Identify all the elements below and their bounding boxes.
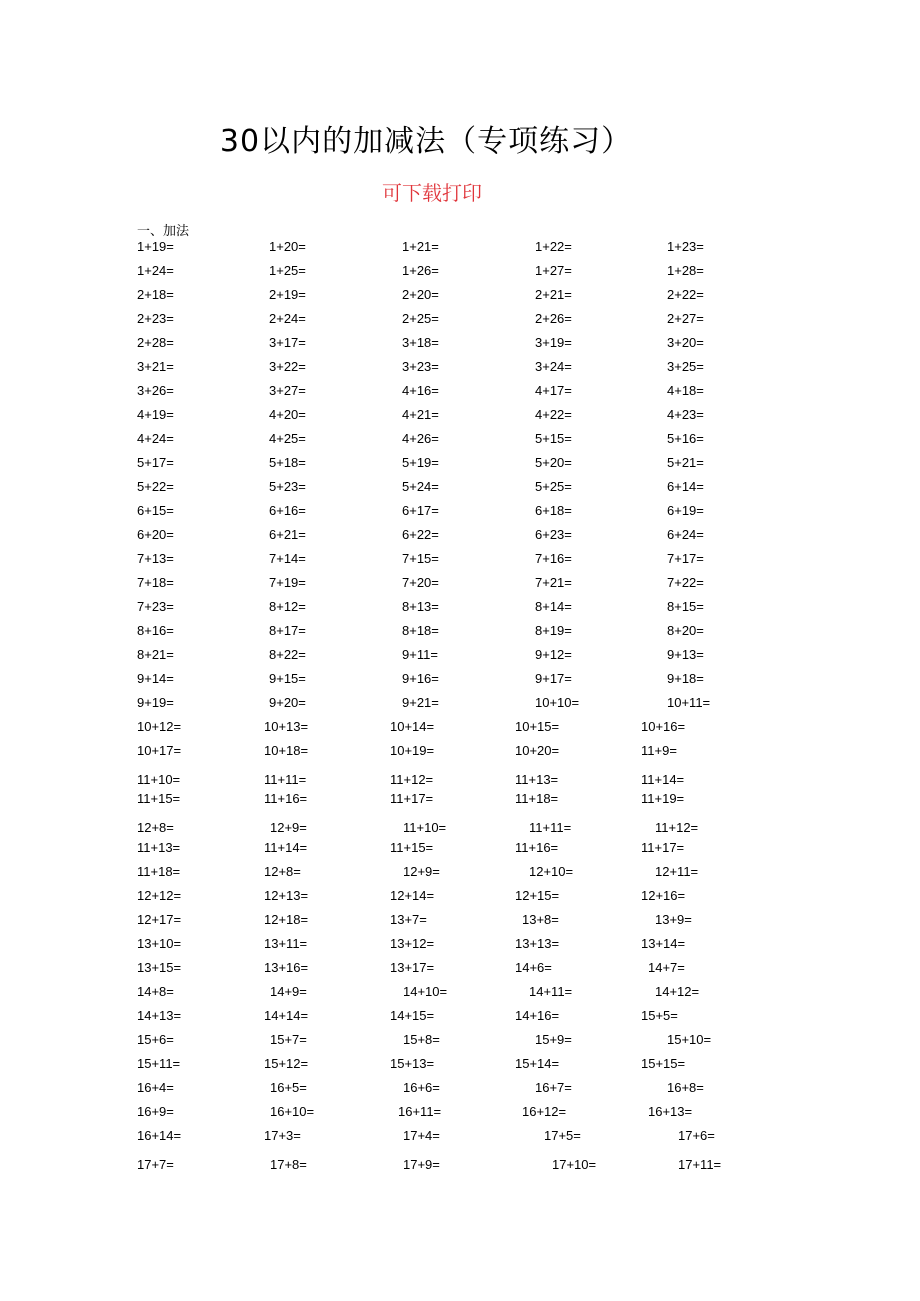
addition-problem: 7+23= xyxy=(137,599,174,614)
addition-problem: 11+17= xyxy=(641,840,685,855)
addition-problem: 8+21= xyxy=(137,647,174,662)
addition-problem: 4+20= xyxy=(269,407,306,422)
addition-problem: 16+14= xyxy=(137,1128,182,1143)
addition-problem: 11+11= xyxy=(264,772,307,787)
addition-problem: 10+14= xyxy=(390,719,435,734)
addition-problem: 11+14= xyxy=(641,772,685,787)
addition-problem: 12+15= xyxy=(515,888,560,903)
addition-problem: 13+8= xyxy=(522,912,559,927)
addition-problem: 9+15= xyxy=(269,671,306,686)
addition-problem: 17+5= xyxy=(544,1128,581,1143)
addition-problem: 9+20= xyxy=(269,695,306,710)
addition-problem: 4+22= xyxy=(535,407,572,422)
addition-problem: 12+8= xyxy=(264,864,301,879)
addition-problem: 6+22= xyxy=(402,527,439,542)
addition-problem: 5+22= xyxy=(137,479,174,494)
addition-problem: 1+20= xyxy=(269,239,306,254)
addition-problem: 13+13= xyxy=(515,936,560,951)
addition-problem: 15+10= xyxy=(667,1032,712,1047)
addition-problem: 2+19= xyxy=(269,287,306,302)
page-title: 30以内的加减法（专项练习） xyxy=(219,124,633,159)
addition-problem: 5+15= xyxy=(535,431,572,446)
addition-problem: 1+28= xyxy=(667,263,704,278)
addition-problem: 12+9= xyxy=(403,864,440,879)
addition-problem: 11+16= xyxy=(515,840,559,855)
addition-problem: 6+18= xyxy=(535,503,572,518)
addition-problem: 7+22= xyxy=(667,575,704,590)
addition-problem: 14+12= xyxy=(655,984,700,999)
addition-problem: 17+7= xyxy=(137,1157,174,1172)
addition-problem: 6+24= xyxy=(667,527,704,542)
addition-problem: 14+8= xyxy=(137,984,174,999)
addition-problem: 5+25= xyxy=(535,479,572,494)
addition-problem: 12+14= xyxy=(390,888,435,903)
addition-problem: 15+9= xyxy=(535,1032,572,1047)
addition-problem: 7+15= xyxy=(402,551,439,566)
addition-problem: 10+20= xyxy=(515,743,560,758)
addition-problem: 9+19= xyxy=(137,695,174,710)
addition-problem: 1+22= xyxy=(535,239,572,254)
addition-problem: 1+25= xyxy=(269,263,306,278)
addition-problem: 2+18= xyxy=(137,287,174,302)
addition-problem: 12+9= xyxy=(270,820,307,835)
addition-problem: 13+9= xyxy=(655,912,692,927)
addition-problem: 7+16= xyxy=(535,551,572,566)
addition-problem: 15+7= xyxy=(270,1032,307,1047)
addition-problem: 15+8= xyxy=(403,1032,440,1047)
addition-problem: 4+19= xyxy=(137,407,174,422)
addition-problem: 15+5= xyxy=(641,1008,678,1023)
addition-problem: 1+19= xyxy=(137,239,174,254)
addition-problem: 10+17= xyxy=(137,743,182,758)
addition-problem: 8+15= xyxy=(667,599,704,614)
addition-problem: 14+7= xyxy=(648,960,685,975)
addition-problem: 11+19= xyxy=(641,791,685,806)
addition-problem: 16+7= xyxy=(535,1080,572,1095)
addition-problem: 5+19= xyxy=(402,455,439,470)
addition-problem: 1+27= xyxy=(535,263,572,278)
addition-problem: 7+17= xyxy=(667,551,704,566)
addition-problem: 15+13= xyxy=(390,1056,435,1071)
addition-problem: 7+14= xyxy=(269,551,306,566)
addition-problem: 1+21= xyxy=(402,239,439,254)
addition-problem: 7+19= xyxy=(269,575,306,590)
addition-problem: 9+17= xyxy=(535,671,572,686)
addition-problem: 8+18= xyxy=(402,623,439,638)
addition-problem: 5+21= xyxy=(667,455,704,470)
addition-problem: 2+27= xyxy=(667,311,704,326)
addition-problem: 15+12= xyxy=(264,1056,309,1071)
addition-problem: 7+21= xyxy=(535,575,572,590)
addition-problem: 9+16= xyxy=(402,671,439,686)
addition-problem: 11+13= xyxy=(515,772,559,787)
addition-problem: 14+10= xyxy=(403,984,448,999)
addition-problem: 11+17= xyxy=(390,791,434,806)
addition-problem: 8+19= xyxy=(535,623,572,638)
addition-problem: 1+23= xyxy=(667,239,704,254)
addition-problem: 12+11= xyxy=(655,864,699,879)
addition-problem: 13+15= xyxy=(137,960,182,975)
addition-problem: 9+12= xyxy=(535,647,572,662)
addition-problem: 3+24= xyxy=(535,359,572,374)
addition-problem: 2+28= xyxy=(137,335,174,350)
addition-problem: 16+8= xyxy=(667,1080,704,1095)
addition-problem: 15+15= xyxy=(641,1056,686,1071)
addition-problem: 3+18= xyxy=(402,335,439,350)
addition-problem: 6+15= xyxy=(137,503,174,518)
addition-problem: 3+20= xyxy=(667,335,704,350)
addition-problem: 5+18= xyxy=(269,455,306,470)
addition-problem: 2+24= xyxy=(269,311,306,326)
addition-problem: 3+25= xyxy=(667,359,704,374)
addition-problem: 11+12= xyxy=(655,820,699,835)
addition-problem: 8+17= xyxy=(269,623,306,638)
addition-problem: 4+26= xyxy=(402,431,439,446)
addition-problem: 6+14= xyxy=(667,479,704,494)
addition-problem: 8+20= xyxy=(667,623,704,638)
addition-problem: 11+12= xyxy=(390,772,434,787)
addition-problem: 11+18= xyxy=(515,791,559,806)
addition-problem: 10+15= xyxy=(515,719,560,734)
addition-problem: 16+12= xyxy=(522,1104,567,1119)
addition-problem: 5+20= xyxy=(535,455,572,470)
addition-problem: 3+27= xyxy=(269,383,306,398)
addition-problem: 14+13= xyxy=(137,1008,182,1023)
addition-problem: 3+26= xyxy=(137,383,174,398)
addition-problem: 10+10= xyxy=(535,695,580,710)
addition-problem: 15+11= xyxy=(137,1056,181,1071)
addition-problem: 13+10= xyxy=(137,936,182,951)
addition-problem: 16+13= xyxy=(648,1104,693,1119)
addition-problem: 6+21= xyxy=(269,527,306,542)
addition-problem: 5+24= xyxy=(402,479,439,494)
addition-problem: 5+23= xyxy=(269,479,306,494)
addition-problem: 3+21= xyxy=(137,359,174,374)
addition-problem: 16+9= xyxy=(137,1104,174,1119)
addition-problem: 16+11= xyxy=(398,1104,442,1119)
addition-problem: 17+3= xyxy=(264,1128,301,1143)
addition-problem: 12+13= xyxy=(264,888,309,903)
addition-problem: 6+20= xyxy=(137,527,174,542)
addition-problem: 6+23= xyxy=(535,527,572,542)
addition-problem: 2+26= xyxy=(535,311,572,326)
addition-problem: 16+10= xyxy=(270,1104,315,1119)
addition-problem: 10+19= xyxy=(390,743,435,758)
addition-problem: 12+8= xyxy=(137,820,174,835)
addition-problem: 14+16= xyxy=(515,1008,560,1023)
addition-problem: 10+12= xyxy=(137,719,182,734)
addition-problem: 17+9= xyxy=(403,1157,440,1172)
addition-problem: 12+12= xyxy=(137,888,182,903)
addition-problem: 10+18= xyxy=(264,743,309,758)
addition-problem: 6+19= xyxy=(667,503,704,518)
addition-problem: 6+16= xyxy=(269,503,306,518)
download-print-note: 可下载打印 xyxy=(382,181,482,205)
addition-problem: 11+10= xyxy=(137,772,181,787)
addition-problem: 11+10= xyxy=(403,820,447,835)
addition-problem: 1+26= xyxy=(402,263,439,278)
addition-problem: 17+4= xyxy=(403,1128,440,1143)
addition-problem: 5+16= xyxy=(667,431,704,446)
addition-problem: 11+14= xyxy=(264,840,308,855)
addition-problem: 13+14= xyxy=(641,936,686,951)
addition-problem: 2+20= xyxy=(402,287,439,302)
addition-problem: 13+11= xyxy=(264,936,308,951)
addition-problem: 10+16= xyxy=(641,719,686,734)
addition-problem: 9+13= xyxy=(667,647,704,662)
addition-problem: 4+16= xyxy=(402,383,439,398)
addition-problem: 4+23= xyxy=(667,407,704,422)
addition-problem: 1+24= xyxy=(137,263,174,278)
addition-problem: 2+23= xyxy=(137,311,174,326)
addition-problem: 14+15= xyxy=(390,1008,435,1023)
addition-problem: 11+11= xyxy=(529,820,572,835)
addition-problem: 3+17= xyxy=(269,335,306,350)
addition-problem: 11+15= xyxy=(137,791,181,806)
addition-problem: 8+16= xyxy=(137,623,174,638)
addition-problem: 5+17= xyxy=(137,455,174,470)
addition-problem: 11+15= xyxy=(390,840,434,855)
addition-problem: 12+16= xyxy=(641,888,686,903)
addition-problem: 11+18= xyxy=(137,864,181,879)
addition-problem: 2+21= xyxy=(535,287,572,302)
addition-problem: 14+6= xyxy=(515,960,552,975)
addition-problem: 3+23= xyxy=(402,359,439,374)
addition-problem: 14+14= xyxy=(264,1008,309,1023)
addition-problem: 15+6= xyxy=(137,1032,174,1047)
addition-problem: 2+25= xyxy=(402,311,439,326)
addition-problem: 2+22= xyxy=(667,287,704,302)
addition-problem: 13+7= xyxy=(390,912,427,927)
addition-problem: 16+5= xyxy=(270,1080,307,1095)
addition-problem: 11+16= xyxy=(264,791,308,806)
addition-problem: 16+6= xyxy=(403,1080,440,1095)
addition-problem: 17+11= xyxy=(678,1157,722,1172)
addition-problem: 15+14= xyxy=(515,1056,560,1071)
addition-problem: 4+21= xyxy=(402,407,439,422)
section-heading-addition: 一、加法 xyxy=(137,224,190,239)
addition-problem: 13+16= xyxy=(264,960,309,975)
addition-problem: 13+12= xyxy=(390,936,435,951)
addition-problem: 4+25= xyxy=(269,431,306,446)
addition-problem: 8+22= xyxy=(269,647,306,662)
addition-problem: 10+13= xyxy=(264,719,309,734)
addition-problem: 3+19= xyxy=(535,335,572,350)
addition-problem: 11+9= xyxy=(641,743,677,758)
addition-problem: 12+17= xyxy=(137,912,182,927)
addition-problem: 7+18= xyxy=(137,575,174,590)
addition-problem: 11+13= xyxy=(137,840,181,855)
addition-problem: 14+11= xyxy=(529,984,573,999)
addition-problem: 8+13= xyxy=(402,599,439,614)
addition-problem: 10+11= xyxy=(667,695,711,710)
addition-problem: 9+21= xyxy=(402,695,439,710)
addition-problem: 4+18= xyxy=(667,383,704,398)
addition-problem: 7+13= xyxy=(137,551,174,566)
addition-problem: 17+10= xyxy=(552,1157,597,1172)
addition-problem: 9+11= xyxy=(402,647,438,662)
addition-problem: 17+8= xyxy=(270,1157,307,1172)
addition-problem: 9+18= xyxy=(667,671,704,686)
addition-problem: 16+4= xyxy=(137,1080,174,1095)
addition-problem: 9+14= xyxy=(137,671,174,686)
addition-problem: 4+24= xyxy=(137,431,174,446)
addition-problem: 8+14= xyxy=(535,599,572,614)
addition-problem: 4+17= xyxy=(535,383,572,398)
addition-problem: 14+9= xyxy=(270,984,307,999)
addition-problem: 13+17= xyxy=(390,960,435,975)
addition-problem: 8+12= xyxy=(269,599,306,614)
addition-problem: 7+20= xyxy=(402,575,439,590)
addition-problem: 6+17= xyxy=(402,503,439,518)
addition-problem: 3+22= xyxy=(269,359,306,374)
addition-problem: 12+10= xyxy=(529,864,574,879)
addition-problem: 17+6= xyxy=(678,1128,715,1143)
addition-problem: 12+18= xyxy=(264,912,309,927)
